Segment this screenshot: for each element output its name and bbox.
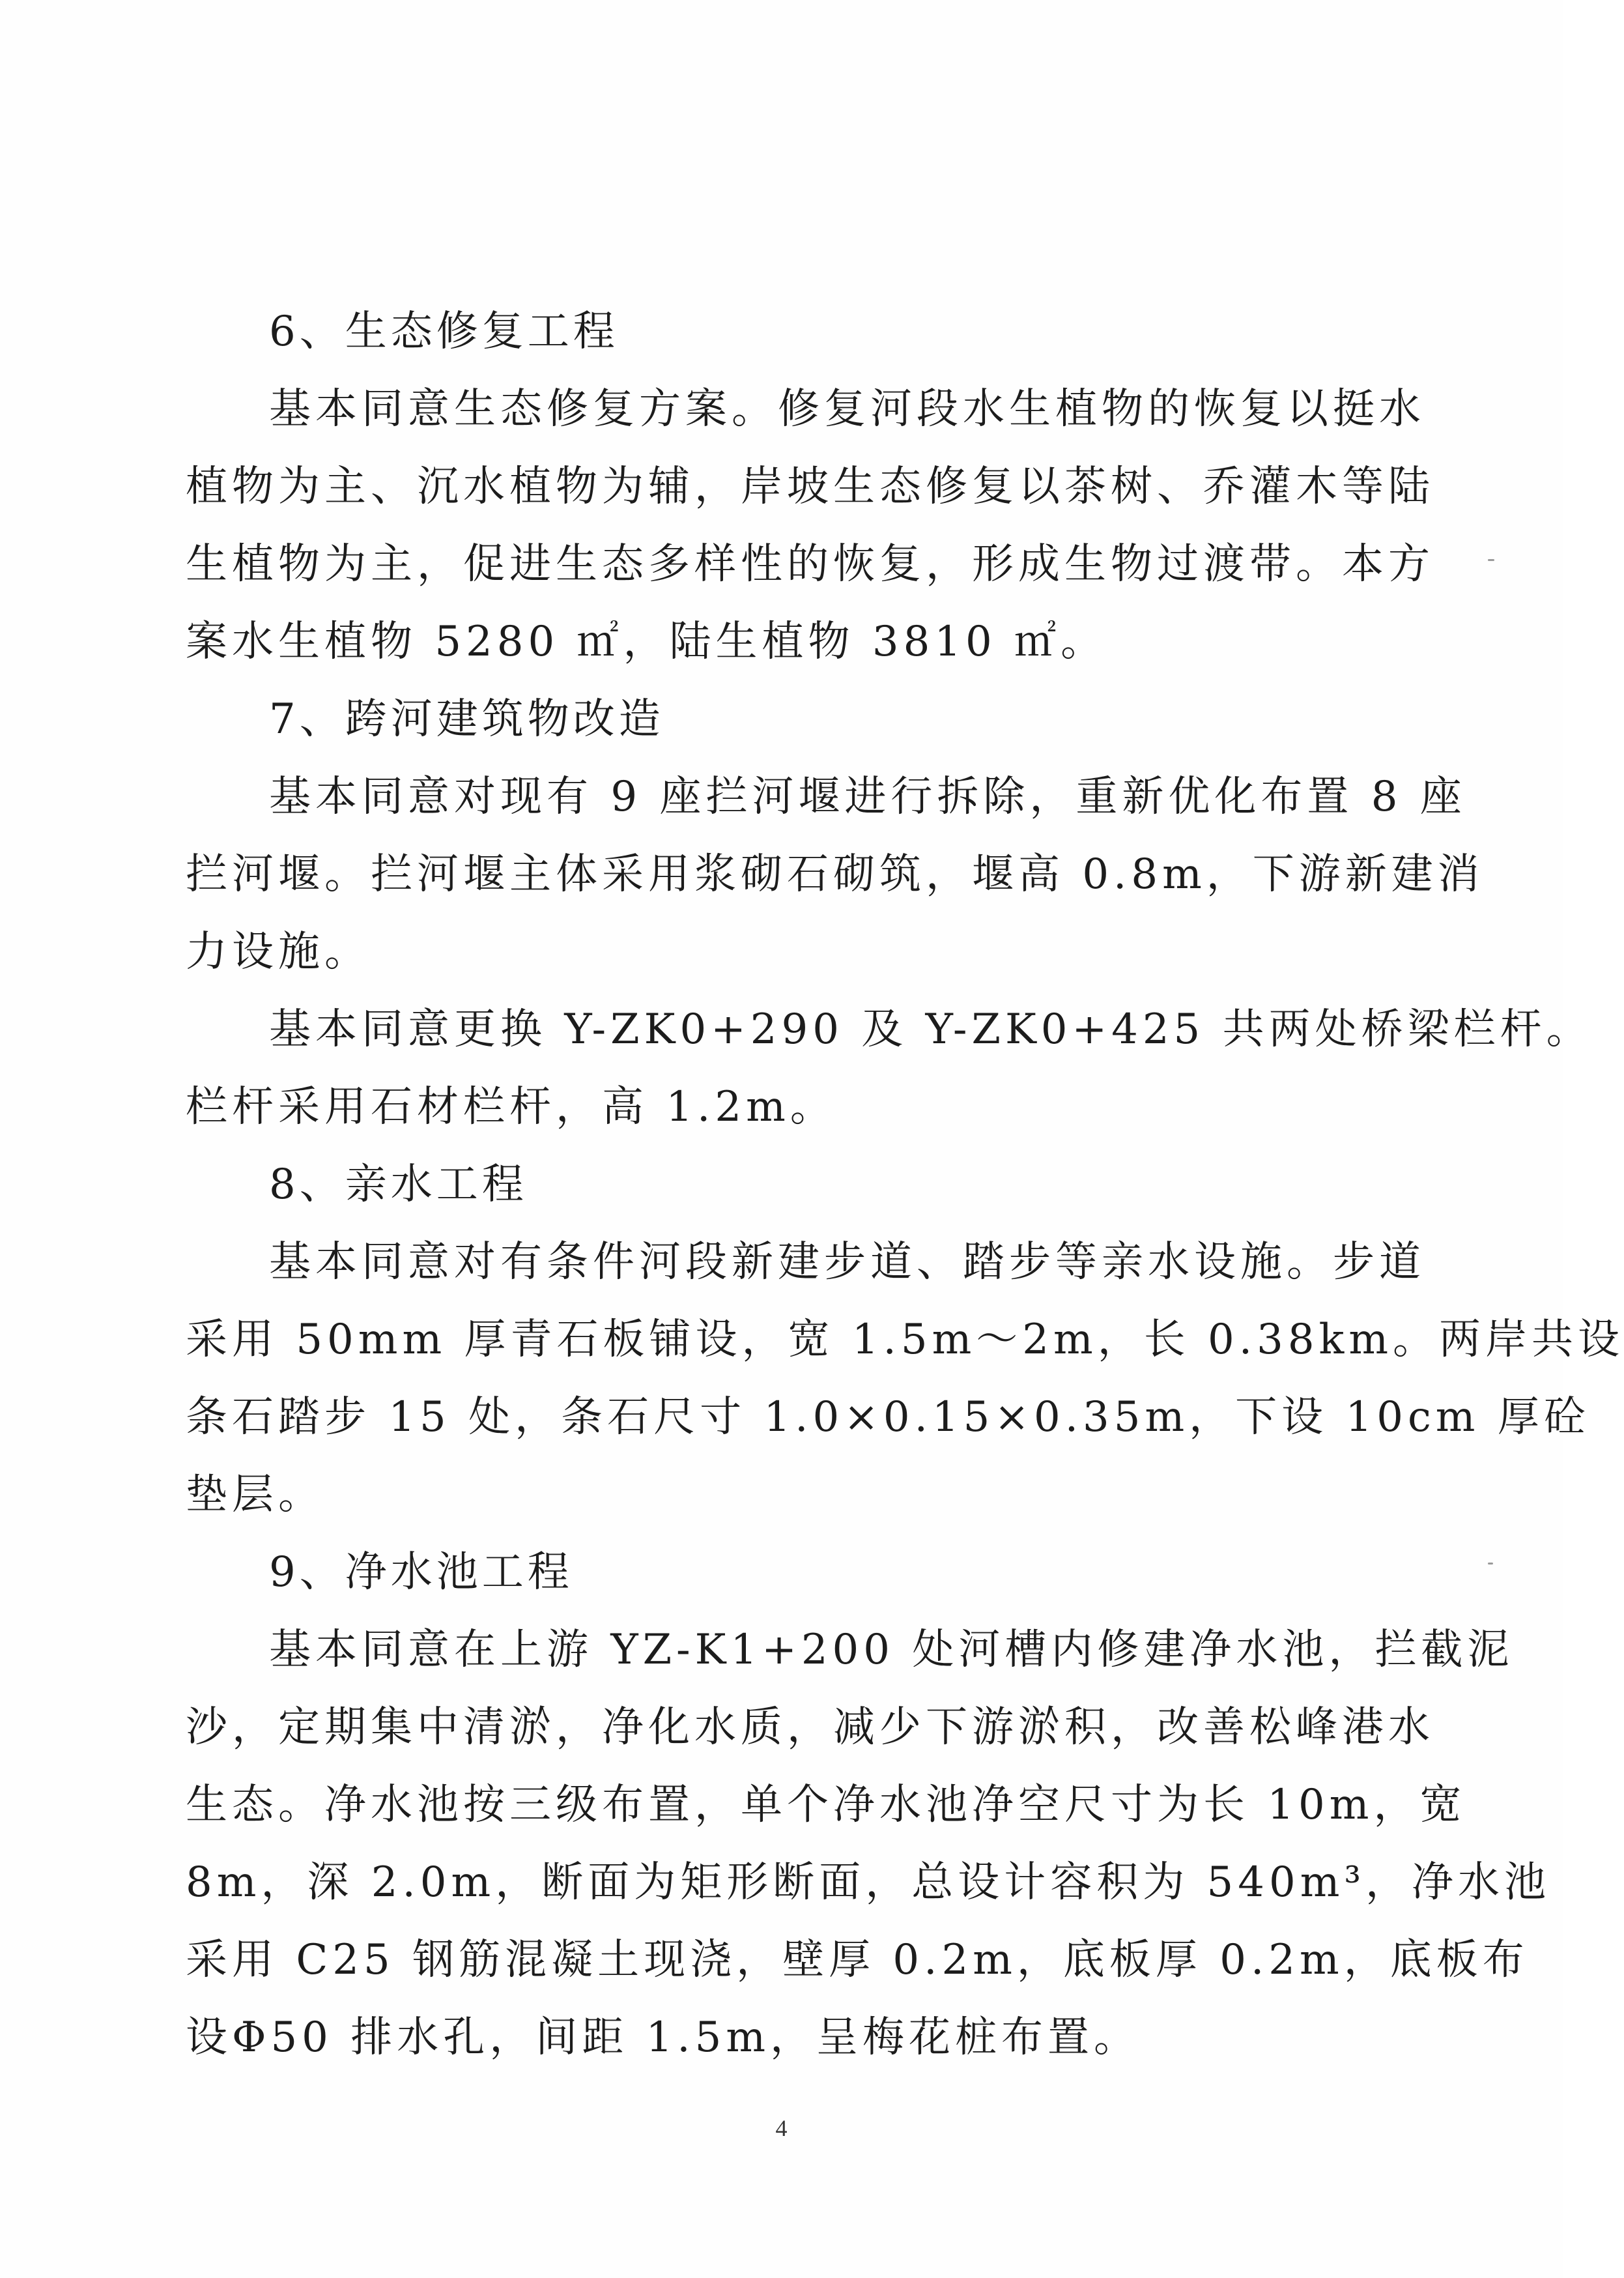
paragraph-line: 基本同意生态修复方案。修复河段水生植物的恢复以挺水: [269, 385, 1425, 433]
paragraph-line: 基本同意对现有 9 座拦河堰进行拆除，重新优化布置 8 座: [269, 773, 1466, 821]
paragraph-line: 采用 50mm 厚青石板铺设，宽 1.5m～2m，长 0.38km。两岸共设: [186, 1316, 1624, 1364]
paragraph-line: 案水生植物 5280 ㎡，陆生植物 3810 ㎡。: [186, 618, 1107, 666]
section-heading-ecological-restoration: 6、生态修复工程: [269, 308, 619, 356]
paragraph-line: 采用 C25 钢筋混凝土现浇，壁厚 0.2m，底板厚 0.2m，底板布: [186, 1936, 1529, 1984]
paragraph-line: 8m，深 2.0m，断面为矩形断面，总设计容积为 540m³，净水池: [186, 1858, 1551, 1907]
section-heading-purification-pond: 9、净水池工程: [269, 1548, 573, 1596]
scan-speck: [1488, 559, 1494, 561]
paragraph-line: 基本同意在上游 YZ-K1+200 处河槽内修建净水池，拦截泥: [269, 1626, 1514, 1674]
page-number: 4: [775, 2115, 788, 2141]
section-heading-waterfront-project: 8、亲水工程: [269, 1161, 528, 1209]
paragraph-line: 生植物为主，促进生态多样性的恢复，形成生物过渡带。本方: [186, 540, 1434, 588]
paragraph-line: 基本同意对有条件河段新建步道、踏步等亲水设施。步道: [269, 1238, 1425, 1286]
paragraph-line: 生态。净水池按三级布置，单个净水池净空尺寸为长 10m，宽: [186, 1781, 1466, 1829]
paragraph-line: 条石踏步 15 处，条石尺寸 1.0×0.15×0.35m，下设 10cm 厚砼: [186, 1393, 1590, 1441]
paragraph-line: 拦河堰。拦河堰主体采用浆砌石砌筑，堰高 0.8m，下游新建消: [186, 850, 1484, 899]
paragraph-line: 力设施。: [186, 928, 371, 976]
paragraph-line: 植物为主、沉水植物为辅，岸坡生态修复以茶树、乔灌木等陆: [186, 463, 1434, 511]
scan-speck: [1488, 1563, 1493, 1564]
paragraph-line: 垫层。: [186, 1471, 324, 1519]
section-heading-cross-river-structures: 7、跨河建筑物改造: [269, 695, 664, 743]
paragraph-line: 栏杆采用石材栏杆，高 1.2m。: [186, 1083, 836, 1131]
paragraph-line: 设Φ50 排水孔，间距 1.5m，呈梅花桩布置。: [186, 2013, 1141, 2062]
paragraph-line: 基本同意更换 Y-ZK0+290 及 Y-ZK0+425 共两处桥梁栏杆。: [269, 1005, 1593, 1054]
document-body: [186, 293, 1624, 2077]
paragraph-line: 沙，定期集中清淤，净化水质，减少下游淤积，改善松峰港水: [186, 1703, 1434, 1752]
